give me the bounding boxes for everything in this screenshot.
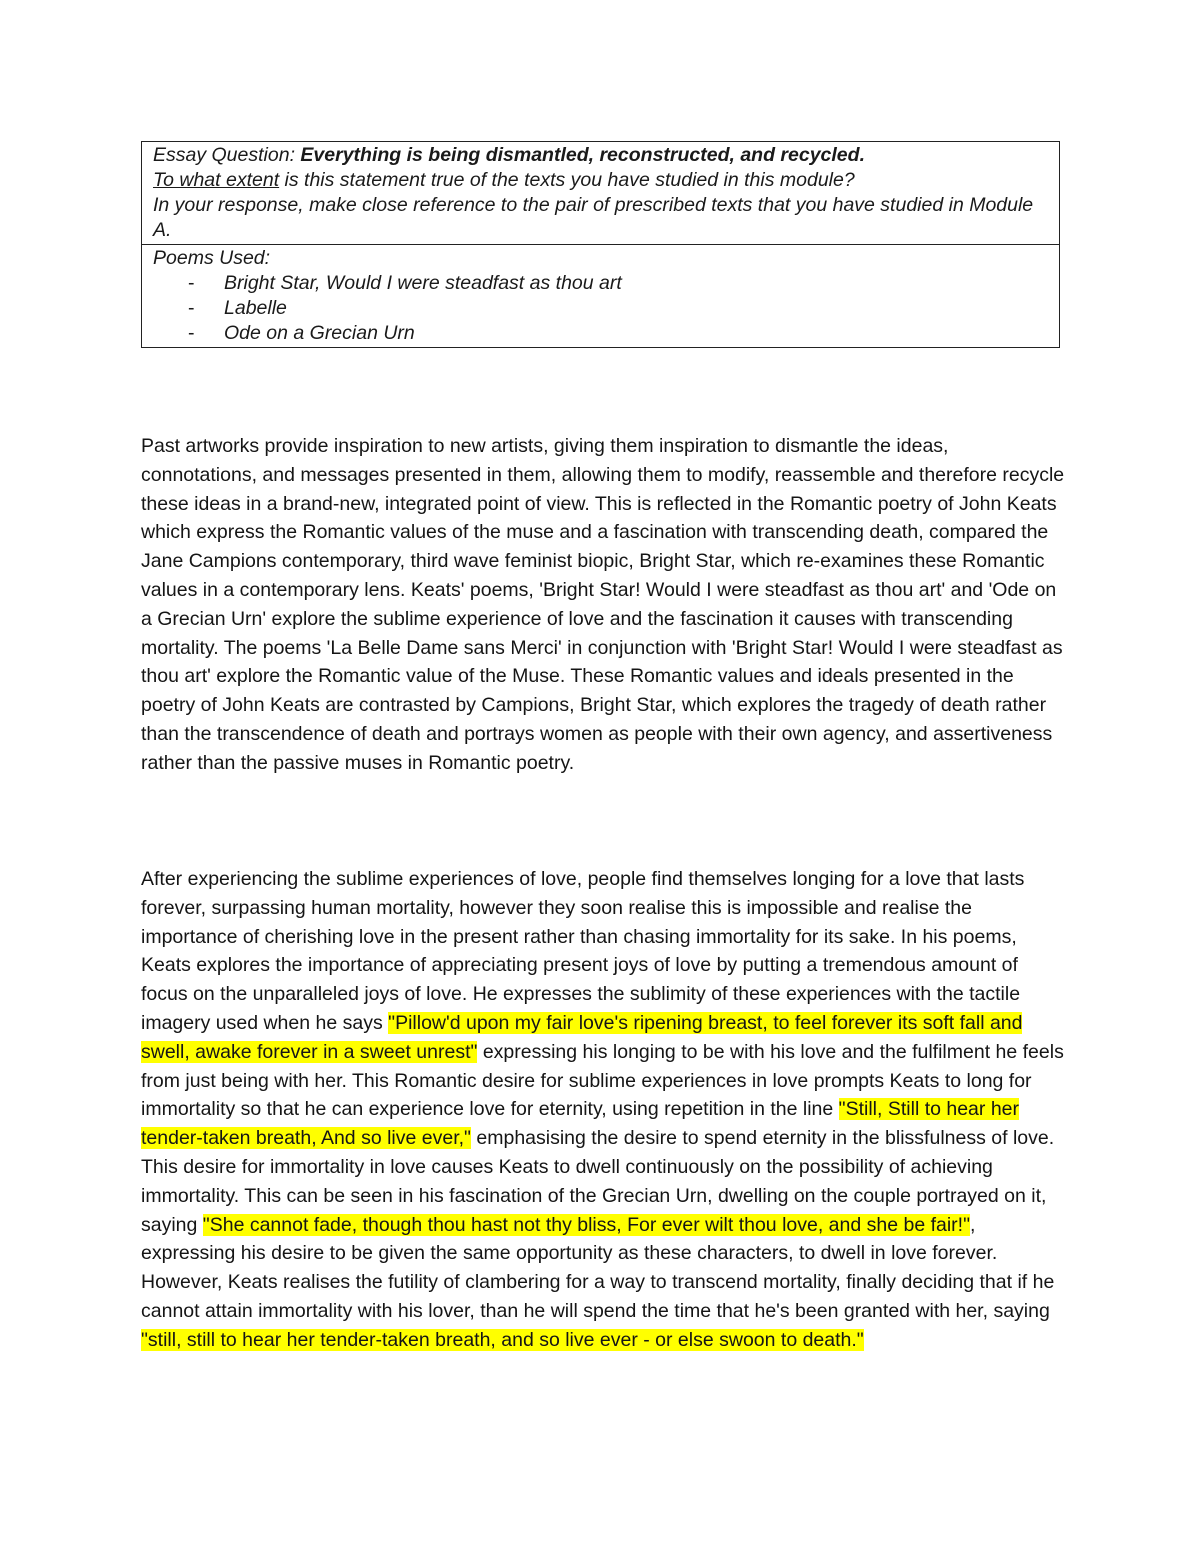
essay-question-cell xyxy=(142,142,1059,244)
highlighted-quote: "still, still to hear her tender-taken breath, and so live ever - or else swoon to death." xyxy=(141,1328,864,1351)
essay-question-line xyxy=(153,143,1049,168)
paragraph-text-segment: After experiencing the sublime experiences of love, people find themselves longing for a love that lasts forever, surpassing human mortality, however they soon realise this is impossible and realise the importance of cherishing love in the present rather than chasing immortality for its sake. In his poems, Keats explores the importance of appreciating present joys of love by putting a tremendous amount of focus on the unparalleled joys of love. He expresses the sublimity of these experiences with the tactile imagery used when he says xyxy=(141,868,1025,1034)
paragraph-text-segment: emphasising the desire to spend eternity in the blissfulness of love. This desire for immortality in love causes Keats to dwell continuously on the possibility of achieving immortality. This can be seen in his fascination of the Grecian Urn, dwelling on the couple portrayed on it, saying xyxy=(141,1127,1055,1236)
paragraph-text xyxy=(141,865,1066,1355)
poem-title: Bright Star, Would I were steadfast as thou art xyxy=(224,272,622,294)
poem-title: Labelle xyxy=(224,297,287,319)
paragraph-text-segment: , expressing his desire to be given the same opportunity as these characters, to dwell in love forever. However, Keats realises the futility of clambering for a way to transcend mortality, finally deciding that if he cannot attain immortality with his lover, than he will spend the time that he's been granted with her, saying xyxy=(141,1213,1055,1322)
poems-used-heading: Poems Used: xyxy=(153,247,271,269)
poems-used-cell xyxy=(142,244,1059,347)
poem-title: Ode on a Grecian Urn xyxy=(224,322,415,344)
introduction-paragraph xyxy=(141,432,1066,778)
highlighted-quote: "Pillow'd upon my fair love's ripening breast, to feel forever its soft fall and swell, awake forever in a sweet unrest" xyxy=(141,1011,1023,1063)
essay-question-label: Essay Question: xyxy=(153,144,301,166)
paragraph-text-segment: expressing his longing to be with his love and the fulfilment he feels from just being with her. This Romantic desire for sublime experiences in love prompts Keats to long for immortality so that he can experience love for eternity, using repetition in the line xyxy=(141,1040,1064,1121)
list-item xyxy=(153,296,1049,321)
essay-question-table xyxy=(141,141,1060,348)
dash-bullet: - xyxy=(188,322,195,344)
highlighted-quote: "Still, Still to hear her tender-taken breath, And so live ever," xyxy=(141,1098,1019,1150)
list-item xyxy=(153,271,1049,296)
essay-question-statement: Everything is being dismantled, reconstructed, and recycled. xyxy=(300,144,865,166)
essay-question-extent: To what extent xyxy=(153,169,280,191)
essay-question-instruction: In your response, make close reference to the pair of prescribed texts that you have studied in Module A. xyxy=(153,194,1034,241)
highlighted-quote: "She cannot fade, though thou hast not thy bliss, For ever wilt thou love, and she be fair!" xyxy=(202,1213,971,1236)
dash-bullet: - xyxy=(188,272,195,294)
dash-bullet: - xyxy=(188,297,195,319)
poems-list xyxy=(153,271,1049,346)
essay-question-extent-line xyxy=(153,168,1049,193)
list-item xyxy=(153,321,1049,346)
paragraph-text: Past artworks provide inspiration to new artists, giving them inspiration to dismantle the ideas, connotations, and messages presented in them, allowing them to modify, reassemble and therefore recycle these ideas in a brand-new, integrated point of view. This is reflected in the Romantic poetry of John Keats which express the Romantic values of the muse and a fascination with transcending death, compared the Jane Campions contemporary, third wave feminist biopic, Bright Star, which re-examines these Romantic values in a contemporary lens. Keats' poems, 'Bright Star! Would I were steadfast as thou art' and 'Ode on a Grecian Urn' explore the sublime experience of love and the fascination it causes with transcending mortality. The poems 'La Belle Dame sans Merci' in conjunction with 'Bright Star! Would I were steadfast as thou art' explore the Romantic value of the Muse. These Romantic values and ideals presented in the poetry of John Keats are contrasted by Campions, Bright Star, which explores the tragedy of death rather than the transcendence of death and portrays women as people with their own agency, and assertiveness rather than the passive muses in Romantic poetry. xyxy=(141,435,1065,774)
essay-question-extent-rest: is this statement true of the texts you have studied in this module? xyxy=(279,169,855,191)
body-paragraph xyxy=(141,865,1066,1355)
